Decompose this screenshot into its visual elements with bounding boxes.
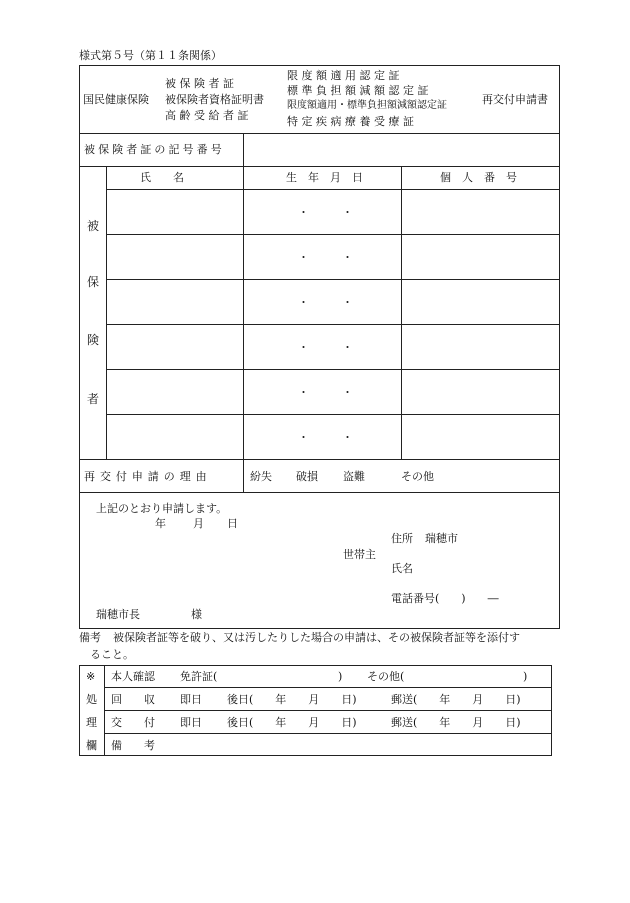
date-year: 年 bbox=[155, 517, 166, 530]
identity-label: 本人確認 bbox=[111, 670, 155, 683]
insured-row-5-dots: ・ ・ bbox=[298, 386, 353, 399]
license-label[interactable]: 免許証( bbox=[180, 670, 218, 683]
remarks-label: 備考 bbox=[79, 631, 101, 644]
householder-label: 世帯主 bbox=[343, 548, 376, 561]
address-label: 住所 bbox=[391, 532, 413, 545]
insurance-type: 国民健康保険 bbox=[83, 93, 149, 106]
issuance-immediate[interactable]: 即日 bbox=[180, 716, 202, 729]
reason-option-damaged[interactable]: 破損 bbox=[296, 470, 318, 483]
issuance-later[interactable]: 後日( 年 月 日) bbox=[227, 716, 357, 729]
reason-option-lost[interactable]: 紛失 bbox=[250, 470, 272, 483]
symbol-number-label: 被保険者証の記号番号 bbox=[84, 143, 225, 156]
honorific: 様 bbox=[191, 608, 202, 621]
cert-type-qualification: 被保険者資格証明書 bbox=[165, 93, 264, 106]
reason-label: 再交付申請の理由 bbox=[84, 470, 212, 483]
insured-row-5-number[interactable] bbox=[407, 385, 555, 399]
insured-row-1-number[interactable] bbox=[407, 205, 555, 219]
name-label: 氏名 bbox=[391, 562, 413, 575]
issuance-label: 交 付 bbox=[111, 716, 155, 729]
recognition-combined: 限度額適用・標準負担額減額認定証 bbox=[287, 100, 447, 111]
remarks-line-1: 被保険者証等を破り、又は汚したりした場合の申請は、その被保険者証等を添付す bbox=[113, 631, 520, 644]
insured-row-6-number[interactable] bbox=[407, 430, 555, 444]
address-value: 瑞穂市 bbox=[425, 532, 458, 545]
form-label: 様式第５号（第１１条関係） bbox=[79, 49, 222, 62]
insured-side-label-3: 険 bbox=[87, 333, 100, 347]
insured-row-5-name[interactable] bbox=[112, 385, 237, 399]
date-day: 日 bbox=[227, 517, 238, 530]
insured-row-1-dots: ・ ・ bbox=[298, 206, 353, 219]
insured-side-label-1: 被 bbox=[87, 219, 100, 233]
cert-type-elderly: 高 齢 受 給 者 証 bbox=[165, 109, 249, 122]
insured-row-6-dots: ・ ・ bbox=[298, 431, 353, 444]
collection-mail[interactable]: 郵送( 年 月 日) bbox=[391, 693, 521, 706]
insured-row-3-name[interactable] bbox=[112, 295, 237, 309]
remarks-line-2: ること。 bbox=[90, 648, 134, 661]
office-memo-label: 備 考 bbox=[111, 739, 155, 752]
insured-row-2-dots: ・ ・ bbox=[298, 251, 353, 264]
insured-row-1-name[interactable] bbox=[112, 205, 237, 219]
column-personal-number: 個 人 番 号 bbox=[440, 171, 517, 184]
insured-side-label-4: 者 bbox=[87, 392, 100, 406]
reason-option-stolen[interactable]: 盗難 bbox=[343, 470, 365, 483]
insured-row-4-number[interactable] bbox=[407, 340, 555, 354]
insured-row-3-dots: ・ ・ bbox=[298, 296, 353, 309]
insured-row-3-number[interactable] bbox=[407, 295, 555, 309]
other-id-close: ) bbox=[523, 670, 528, 683]
insured-side-label-2: 保 bbox=[87, 275, 100, 289]
other-id-label[interactable]: その他( bbox=[367, 670, 405, 683]
collection-label: 回 収 bbox=[111, 693, 155, 706]
date-month: 月 bbox=[193, 517, 204, 530]
collection-immediate[interactable]: 即日 bbox=[180, 693, 202, 706]
insured-row-6-name[interactable] bbox=[112, 430, 237, 444]
insured-row-4-name[interactable] bbox=[112, 340, 237, 354]
insured-row-2-number[interactable] bbox=[407, 250, 555, 264]
issuance-mail[interactable]: 郵送( 年 月 日) bbox=[391, 716, 521, 729]
recognition-limit: 限 度 額 適 用 認 定 証 bbox=[287, 69, 400, 82]
collection-later[interactable]: 後日( 年 月 日) bbox=[227, 693, 357, 706]
recognition-reduction: 標 準 負 担 額 減 額 認 定 証 bbox=[287, 84, 429, 97]
column-name: 氏 名 bbox=[140, 171, 184, 184]
cert-type-insured-card: 被 保 険 者 証 bbox=[165, 77, 234, 90]
office-mark: ※ bbox=[86, 670, 96, 683]
application-statement: 上記のとおり申請します。 bbox=[96, 502, 228, 515]
license-close: ) bbox=[338, 670, 343, 683]
reason-option-other[interactable]: その他 bbox=[401, 470, 434, 483]
column-birthdate: 生 年 月 日 bbox=[286, 171, 363, 184]
office-side-label-1: 処 bbox=[86, 693, 97, 706]
insured-row-2-name[interactable] bbox=[112, 250, 237, 264]
recognition-specific-disease: 特 定 疾 病 療 養 受 療 証 bbox=[287, 115, 414, 128]
symbol-number-value[interactable] bbox=[250, 144, 550, 158]
document-title: 再交付申請書 bbox=[482, 93, 548, 106]
addressee: 瑞穂市長 bbox=[96, 608, 140, 621]
office-side-label-2: 理 bbox=[86, 716, 97, 729]
insured-row-4-dots: ・ ・ bbox=[298, 341, 353, 354]
office-side-label-3: 欄 bbox=[86, 739, 97, 752]
phone-label: 電話番号( ) ― bbox=[391, 592, 499, 605]
